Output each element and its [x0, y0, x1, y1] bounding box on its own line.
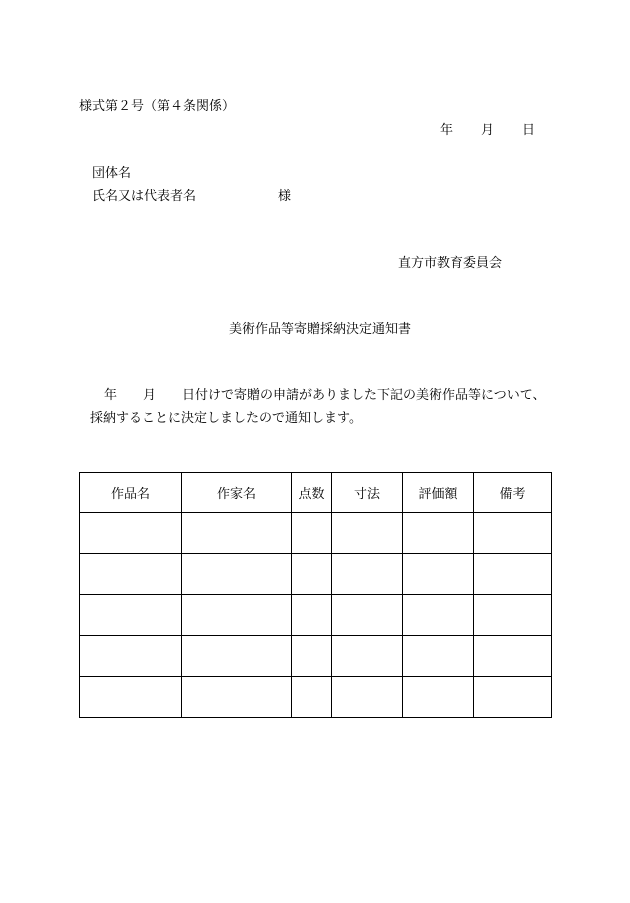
table-cell [182, 513, 292, 554]
table-cell [474, 595, 552, 636]
table-row [80, 513, 552, 554]
date-day-label: 日 [522, 123, 536, 138]
table-cell [332, 636, 403, 677]
table-cell [182, 636, 292, 677]
table-cell [474, 513, 552, 554]
date-year-label: 年 [440, 123, 454, 138]
document-title: 美術作品等寄贈採納決定通知書 [229, 322, 412, 337]
table-cell [182, 677, 292, 718]
form-number-label: 様式第２号（第４条関係） [79, 99, 236, 114]
table-cell [80, 636, 182, 677]
date-month-label: 月 [481, 123, 495, 138]
header-dimensions: 寸法 [332, 473, 403, 513]
header-artist-name: 作家名 [182, 473, 292, 513]
table-cell [292, 595, 332, 636]
representative-label: 氏名又は代表者名 [92, 189, 197, 204]
body-text-line-2: 採納することに決定しましたので通知します。 [90, 411, 362, 426]
table-cell [292, 513, 332, 554]
table-cell [332, 677, 403, 718]
table-cell [332, 595, 403, 636]
header-appraised-value: 評価額 [403, 473, 474, 513]
group-name-label: 団体名 [92, 166, 132, 181]
artworks-table [79, 472, 552, 718]
table-cell [403, 554, 474, 595]
table-cell [403, 677, 474, 718]
table-cell [474, 554, 552, 595]
table-header-row [80, 473, 552, 513]
table-cell [80, 595, 182, 636]
representative-line [92, 189, 292, 204]
table-cell [292, 636, 332, 677]
table-cell [403, 636, 474, 677]
table-cell [182, 554, 292, 595]
table-cell [474, 636, 552, 677]
table-cell [332, 554, 403, 595]
table-cell [80, 554, 182, 595]
header-remarks: 備考 [474, 473, 552, 513]
table-cell [182, 595, 292, 636]
table-row [80, 554, 552, 595]
body-text-line-1: 年 月 日付けで寄贈の申請がありました下記の美術作品等について、 [104, 388, 546, 403]
table-cell [332, 513, 403, 554]
date-line [440, 124, 535, 137]
table-cell [292, 677, 332, 718]
table-row [80, 677, 552, 718]
table-cell [403, 595, 474, 636]
table-cell [403, 513, 474, 554]
header-quantity: 点数 [292, 473, 332, 513]
issuer-name: 直方市教育委員会 [398, 256, 503, 271]
table-row [80, 636, 552, 677]
table-row [80, 595, 552, 636]
table-cell [80, 677, 182, 718]
header-work-name: 作品名 [80, 473, 182, 513]
table-cell [80, 513, 182, 554]
table-cell [474, 677, 552, 718]
table-cell [292, 554, 332, 595]
honorific-label: 様 [278, 189, 292, 204]
